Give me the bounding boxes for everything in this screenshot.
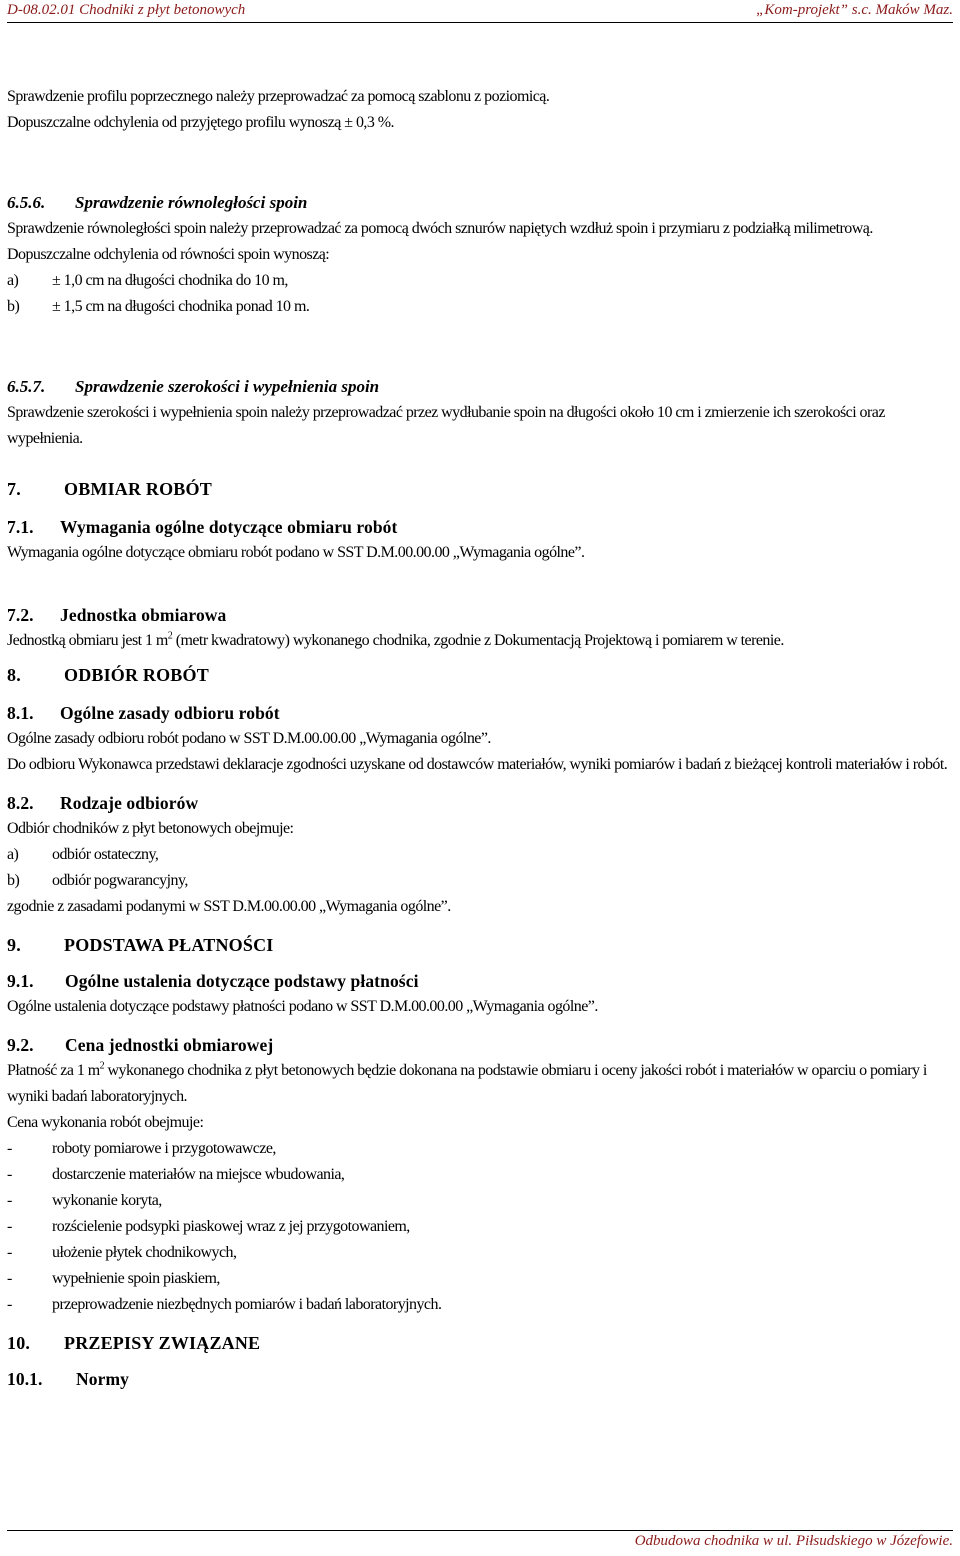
section-heading-7-2: 7.2. Jednostka obmiarowa [7, 605, 227, 625]
list-item: a) ± 1,0 cm na długości chodnika do 10 m, [7, 272, 288, 289]
paragraph: Odbiór chodników z płyt betonowych obejmuje: [7, 820, 294, 837]
paragraph: Do odbioru Wykonawca przedstawi deklaracje zgodności uzyskane od dostawców materiałów, wyniki pomiarów i badań z bieżącej kontroli materiałów i robót. [7, 756, 948, 773]
paragraph: Ogólne ustalenia dotyczące podstawy płatności podano w SST D.M.00.00.00 „Wymagania ogólne”. [7, 998, 598, 1015]
list-item: b) odbiór pogwarancyjny, [7, 872, 188, 889]
section-heading-7-1: 7.1. Wymagania ogólne dotyczące obmiaru robót [7, 517, 398, 537]
section-heading-8-2: 8.2. Rodzaje odbiorów [7, 793, 199, 813]
paragraph: Ogólne zasady odbioru robót podano w SST D.M.00.00.00 „Wymagania ogólne”. [7, 730, 491, 747]
paragraph: Sprawdzenie równoległości spoin należy przeprowadzać za pomocą dwóch sznurów napiętych wzdłuż spoin i przymiaru z podziałką milimetrową. [7, 220, 873, 237]
paragraph: zgodnie z zasadami podanymi w SST D.M.00.00.00 „Wymagania ogólne”. [7, 898, 451, 915]
paragraph: Jednostką obmiaru jest 1 $m^2$ (metr kwadratowy) wykonanego chodnika, zgodnie z Dokumentacją Projektową i pomiarem w terenie. [7, 630, 784, 649]
footer-project-name: Odbudowa chodnika w ul. Piłsudskiego w Józefowie. [634, 1533, 953, 1549]
header-document-code: D-08.02.01 Chodniki z płyt betonowych [7, 2, 246, 18]
list-item: a) odbiór ostateczny, [7, 846, 159, 863]
section-heading-9-1: 9.1. Ogólne ustalenia dotyczące podstawy płatności [7, 971, 419, 991]
list-item: - wykonanie koryta, [7, 1192, 162, 1209]
list-item: - dostarczenie materiałów na miejsce wbudowania, [7, 1166, 345, 1183]
document-body [7, 84, 953, 1392]
list-item: - przeprowadzenie niezbędnych pomiarów i badań laboratoryjnych. [7, 1296, 442, 1313]
list-item: - ułożenie płytek chodnikowych, [7, 1244, 237, 1261]
paragraph: Dopuszczalne odchylenia od przyjętego profilu wynoszą ± 0,3 %. [7, 114, 394, 131]
list-item: - rozścielenie podsypki piaskowej wraz z jej przygotowaniem, [7, 1218, 410, 1235]
page-header [7, 0, 953, 23]
list-item: - roboty pomiarowe i przygotowawcze, [7, 1140, 276, 1157]
chapter-heading-7: 7. OBMIAR ROBÓT [7, 479, 212, 499]
section-heading-6-5-6: 6.5.6. Sprawdzenie równoległości spoin [7, 193, 308, 212]
chapter-heading-8: 8. ODBIÓR ROBÓT [7, 665, 209, 685]
list-item: b) ± 1,5 cm na długości chodnika ponad 10 m. [7, 298, 310, 315]
section-heading-9-2: 9.2. Cena jednostki obmiarowej [7, 1035, 274, 1055]
page-footer [7, 1530, 953, 1549]
section-heading-6-5-7: 6.5.7. Sprawdzenie szerokości i wypełnienia spoin [7, 377, 380, 396]
section-heading-8-1: 8.1. Ogólne zasady odbioru robót [7, 703, 280, 723]
paragraph: Sprawdzenie profilu poprzecznego należy przeprowadzać za pomocą szablonu z poziomicą. [7, 88, 550, 105]
section-heading-10-1: 10.1. Normy [7, 1369, 129, 1389]
list-item: - wypełnienie spoin piaskiem, [7, 1270, 220, 1287]
paragraph: Dopuszczalne odchylenia od równości spoin wynoszą: [7, 246, 330, 263]
header-company: „Kom-projekt” s.c. Maków Maz. [756, 2, 953, 18]
chapter-heading-9: 9. PODSTAWA PŁATNOŚCI [7, 935, 274, 955]
chapter-heading-10: 10. PRZEPISY ZWIĄZANE [7, 1333, 261, 1353]
paragraph: Sprawdzenie szerokości i wypełnienia spoin należy przeprowadzać przez wydłubanie spoin na długości około 10 cm i zmierzenie ich szerokości oraz wypełnienia. [7, 404, 885, 447]
paragraph: Płatność za 1 $m^2$ wykonanego chodnika z płyt betonowych będzie dokonana na podstawie obmiaru i oceny jakości robót i materiałów w oparciu o pomiary i wyniki badań laboratoryjnych. [7, 1060, 927, 1105]
paragraph: Cena wykonania robót obejmuje: [7, 1114, 204, 1131]
paragraph: Wymagania ogólne dotyczące obmiaru robót podano w SST D.M.00.00.00 „Wymagania ogólne”. [7, 544, 585, 561]
